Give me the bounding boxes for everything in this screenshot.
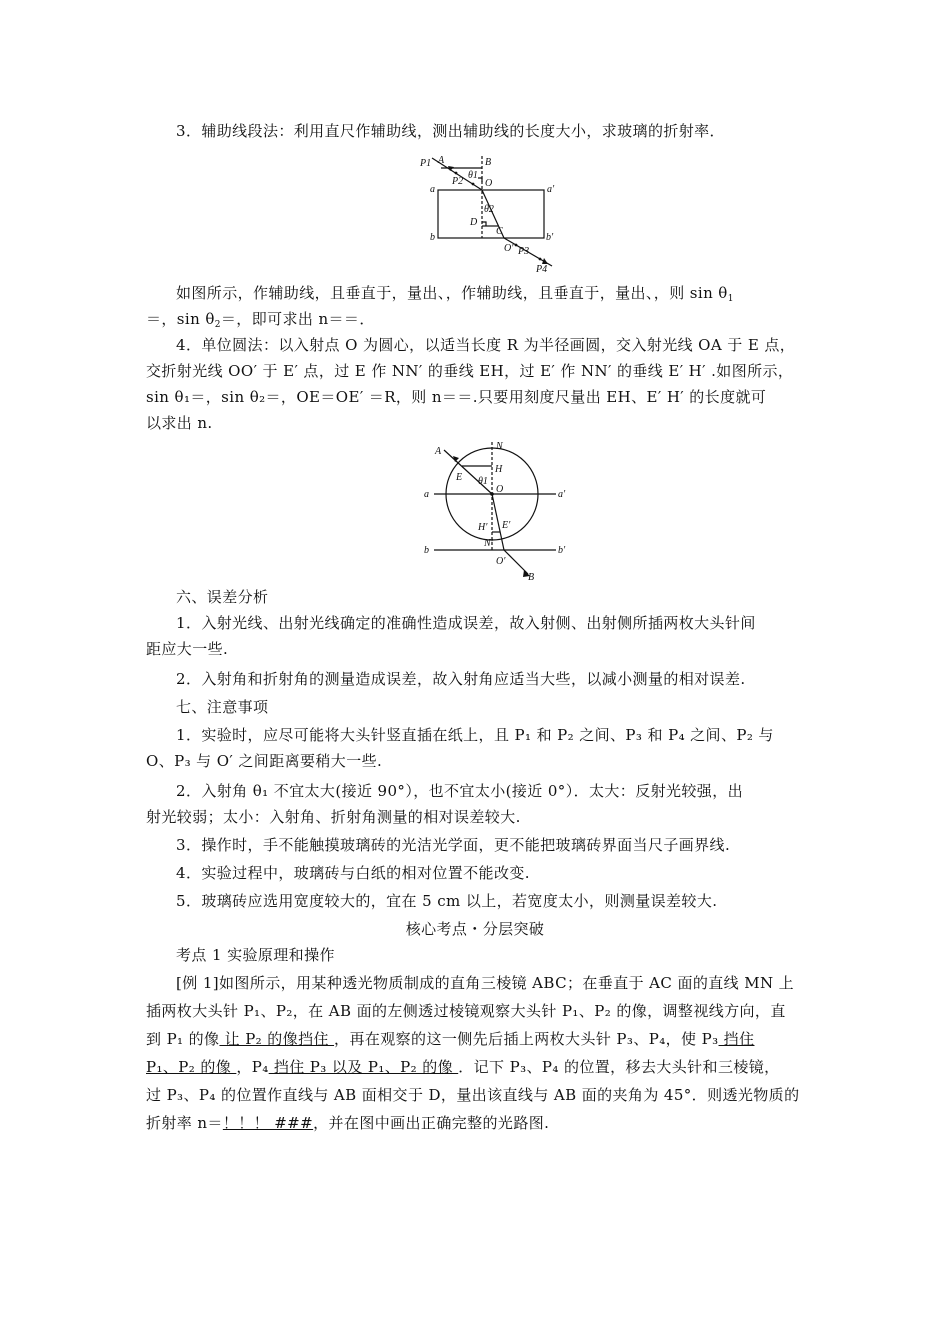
answer-blank-3: 挡住 P₃ 以及 P₁、P₂ 的像: [268, 1058, 459, 1076]
label-b: B: [528, 572, 535, 583]
section-7-item5: 5．玻璃砖应选用宽度较大的，宜在 5 cm 以上，若宽度太小，则测量误差较大.: [176, 892, 718, 910]
section-7-item1-line2: O、P₃ 与 O′ 之间距离要稍大一些.: [146, 752, 383, 770]
unit-circle-figure: [420, 440, 580, 586]
label-a-side: a: [424, 489, 429, 500]
right-angle-d: [482, 222, 486, 226]
example-line6: 折射率 n＝！！！ ###，并在图中画出正确完整的光路图.: [146, 1114, 550, 1132]
label-a-prime: a′: [558, 489, 566, 500]
section-3-heading: 3．辅助线段法：利用直尺作辅助线，测出辅助线的长度大小，求玻璃的折射率．: [176, 122, 725, 140]
answer-blank-1: 让 P₂ 的像挡住: [219, 1030, 335, 1048]
section-4-line3: sin θ₁＝，sin θ₂＝，OE＝OE′ ＝R，则 n＝＝.只要用刻度尺量出 EH、E′ H′ 的长度就可: [146, 388, 767, 406]
label-p1: P1: [420, 158, 432, 169]
label-a: A: [435, 446, 442, 457]
label-o: O: [485, 178, 493, 189]
label-b-side: b: [430, 232, 435, 243]
label-b: B: [485, 157, 492, 168]
label-n: N: [496, 441, 503, 452]
label-theta1: θ1: [478, 476, 488, 487]
pin-p4: [539, 258, 542, 261]
pin-p2: [472, 183, 475, 186]
label-a: A: [438, 155, 445, 166]
auxiliary-line-figure: [418, 154, 568, 274]
label-c: C: [496, 226, 503, 237]
label-n-prime: N′: [484, 538, 493, 549]
section-7-item3: 3．操作时，手不能触摸玻璃砖的光洁光学面，更不能把玻璃砖界面当尺子画界线.: [176, 836, 731, 854]
label-h: H: [495, 464, 503, 475]
core-section-title: 核心考点・分层突破: [405, 920, 545, 938]
key-point-1-title: 考点 1 实验原理和操作: [176, 946, 335, 964]
section-3-desc-line1: 如图所示，作辅助线，且垂直于，量出、，作辅助线，且垂直于，量出、，则 $\sin \theta_1$: [176, 284, 734, 304]
right-angle-b: [478, 178, 482, 182]
point-o: [490, 492, 494, 496]
label-p4: P4: [536, 264, 548, 274]
label-d: D: [470, 217, 478, 228]
section-7-item2-line2: 射光较弱；太小：入射角、折射角测量的相对误差较大.: [146, 808, 521, 826]
pin-p3: [515, 244, 518, 247]
label-o-prime: O′: [504, 243, 514, 254]
label-b-prime: b′: [558, 545, 566, 556]
label-p2: P2: [452, 176, 464, 187]
label-h-prime: H′: [478, 522, 488, 533]
example-line5: 过 P₃、P₄ 的位置作直线与 AB 面相交于 D，量出该直线与 AB 面的夹角为 45°．则透光物质的: [146, 1086, 800, 1104]
label-o-prime: O′: [496, 556, 506, 567]
section-6-title: 六、误差分析: [176, 588, 269, 606]
label-b-prime: b′: [546, 232, 554, 243]
pin-p1: [455, 172, 458, 175]
example-line2: 插两枚大头针 P₁、P₂，在 AB 面的左侧透过棱镜观察大头针 P₁、P₂ 的像，调整视线方向，直: [146, 1002, 786, 1020]
section-3-desc-line2: ＝，$\sin \theta_2=$，即可求出 n＝＝．: [146, 310, 375, 330]
section-7-title: 七、注意事项: [176, 698, 269, 716]
section-4-line4: 以求出 n.: [146, 414, 213, 432]
label-a-side: a: [430, 184, 435, 195]
section-7-item1-line1: 1．实验时，应尽可能将大头针竖直插在纸上，且 P₁ 和 P₂ 之间、P₃ 和 P₄ 之间、P₂ 与: [176, 726, 774, 744]
label-a-prime: a′: [547, 184, 555, 195]
label-o: O: [496, 484, 504, 495]
label-theta2: θ2: [484, 204, 494, 215]
section-6-item1-line1: 1．入射光线、出射光线确定的准确性造成误差，故入射侧、出射侧所插两枚大头针间: [176, 614, 756, 632]
section-6-item2: 2．入射角和折射角的测量造成误差，故入射角应适当大些，以减小测量的相对误差.: [176, 670, 746, 688]
section-4-line2: 交折射光线 OO′ 于 E′ 点，过 E 作 NN′ 的垂线 EH，过 E′ 作 NN′ 的垂线 E′ H′ .如图所示，: [146, 362, 794, 380]
label-e-prime: E′: [502, 520, 511, 531]
answer-blank-2a: 挡住: [718, 1030, 755, 1048]
section-4-line1: 4．单位圆法：以入射点 O 为圆心，以适当长度 R 为半径画圆，交入射光线 OA 于 E 点，: [176, 336, 796, 354]
answer-blank-4: ！！！ ###: [222, 1114, 314, 1132]
label-e: E: [456, 472, 463, 483]
example-line4: P₁、P₂ 的像 ，P₄ 挡住 P₃ 以及 P₁、P₂ 的像 ．记下 P₃、P₄ 的位置，移去大头针和三棱镜，: [146, 1058, 780, 1076]
label-theta1: θ1: [468, 170, 478, 181]
section-6-item1-line2: 距应大一些.: [146, 640, 229, 658]
example-line3: 到 P₁ 的像 让 P₂ 的像挡住 ，再在观察的这一侧先后插上两枚大头针 P₃、P₄，使 P₃ 挡住: [146, 1030, 755, 1048]
section-7-item2-line1: 2．入射角 θ₁ 不宜太大(接近 90°），也不宜太小(接近 0°）．太大：反射光较强，出: [176, 782, 743, 800]
example-line1: [例 1]如图所示，用某种透光物质制成的直角三棱镜 ABC；在垂直于 AC 面的直线 MN 上: [176, 974, 795, 992]
label-b-side: b: [424, 545, 429, 556]
answer-blank-2b: P₁、P₂ 的像: [146, 1058, 237, 1076]
section-7-item4: 4．实验过程中，玻璃砖与白纸的相对位置不能改变.: [176, 864, 530, 882]
label-p3: P3: [518, 246, 530, 257]
